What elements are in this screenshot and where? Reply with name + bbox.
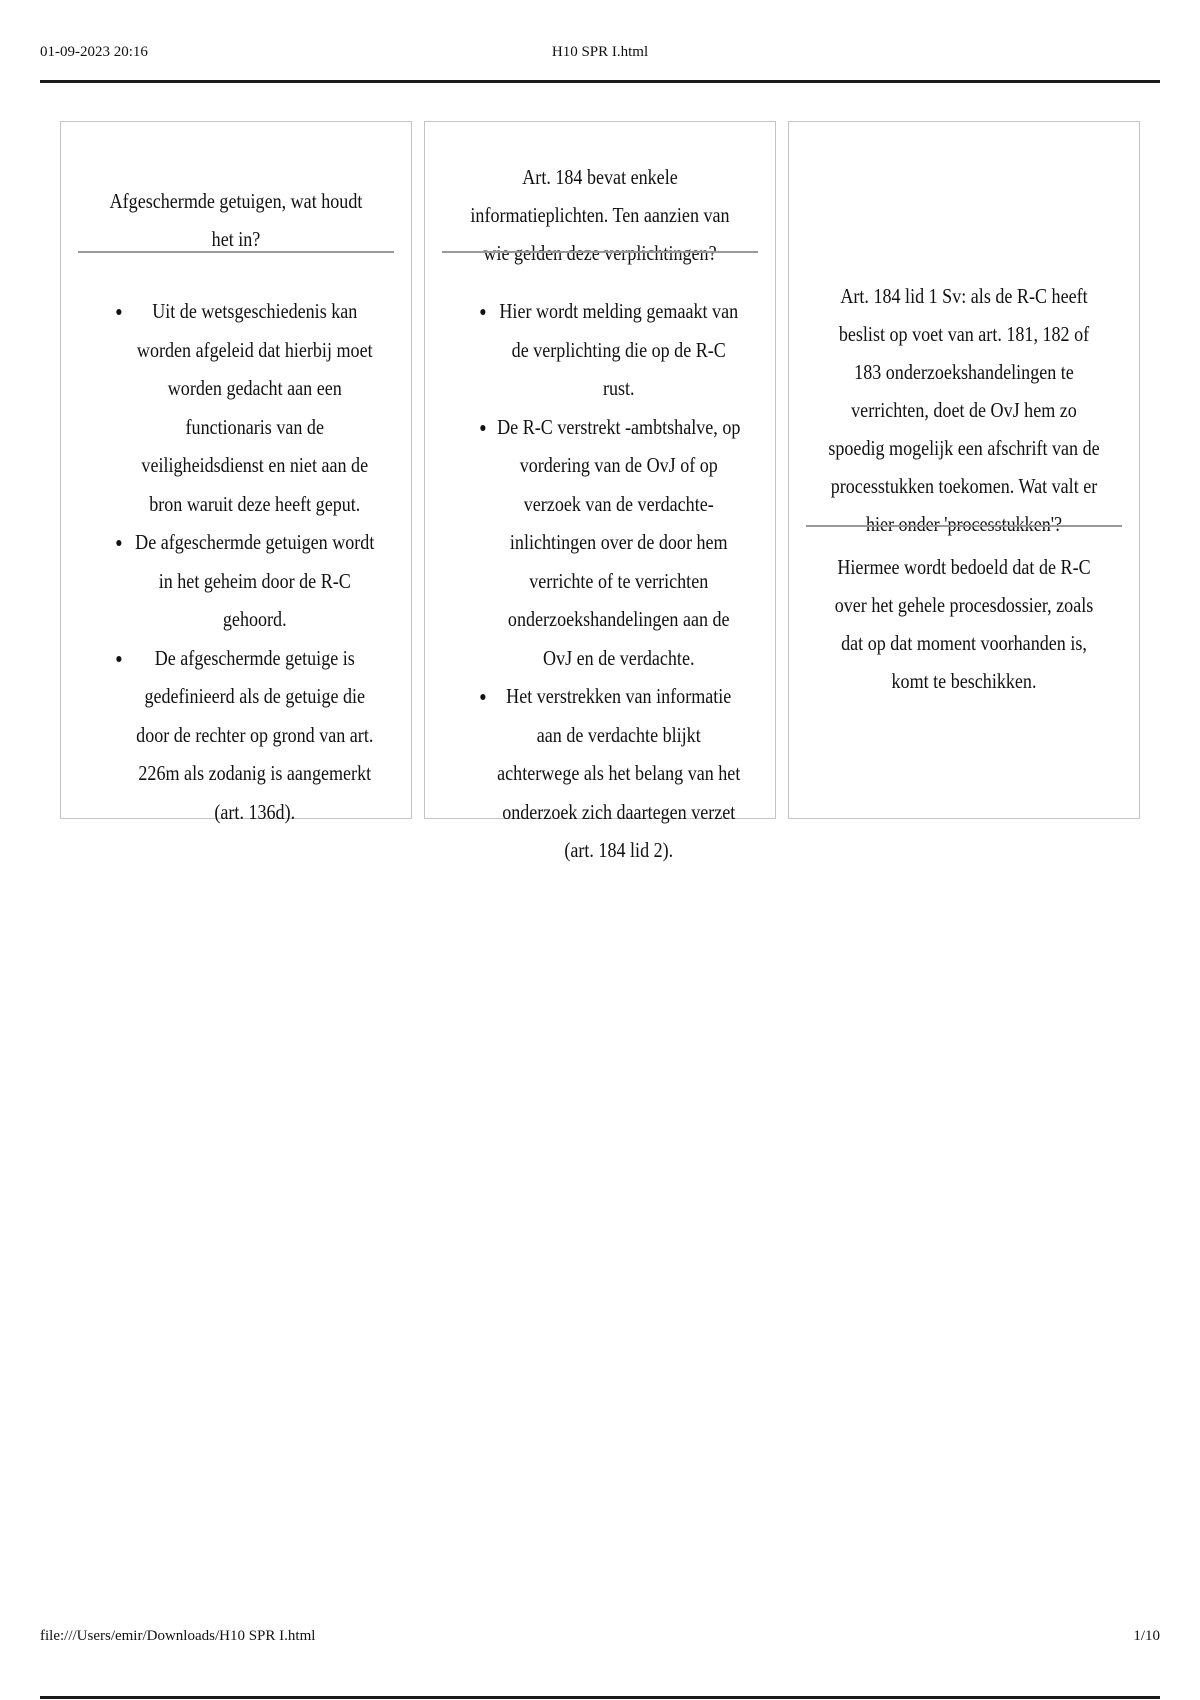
answer-list-item: • Hier wordt melding gemaakt van de verplichting die op de R-C rust. xyxy=(497,292,741,408)
answer-list-item: • De R-C verstrekt -ambtshalve, op vordering van de OvJ of op verzoek van de verdachte- inlichtingen over de door hem verrichte of te verrichten onderzoekshandelingen aan de OvJ en de verdachte. xyxy=(497,408,741,678)
card-answer xyxy=(105,292,377,831)
answer-list-item: • Het verstrekken van informatie aan de verdachte blijkt achterwege als het belang van het onderzoek zich daartegen verzet (art. 184 lid 2). xyxy=(497,677,741,870)
print-footer xyxy=(40,1628,1160,1700)
card-answer: Hiermee wordt bedoeld dat de R-C over het gehele procesdossier, zoals dat op dat moment voorhanden is, komt te beschikken. xyxy=(834,555,1094,693)
flashcard xyxy=(60,121,412,824)
card-divider xyxy=(78,251,394,253)
print-document-title: H10 SPR I.html xyxy=(551,44,649,60)
answer-list xyxy=(469,292,741,870)
card-answer xyxy=(469,292,741,870)
flashcard xyxy=(788,121,1140,819)
card-divider xyxy=(806,525,1122,527)
print-file-path: file:///Users/emir/Downloads/H10 SPR I.html xyxy=(40,1628,316,1644)
card-question: Afgeschermde getuigen, wat houdt het in? xyxy=(109,189,363,251)
flashcard-grid xyxy=(60,121,1144,862)
print-datetime: 01-09-2023 20:16 xyxy=(40,44,148,60)
card-question: Art. 184 lid 1 Sv: als de R-C heeft beslist op voet van art. 181, 182 of 183 onderzoekshandelingen te verrichten, doet de OvJ hem zo spoedig mogelijk een afschrift van de processtukken toekomen. Wat valt er hier onder 'processtukken'? xyxy=(828,284,1100,536)
footer-rule xyxy=(40,1696,1160,1699)
page-indicator: 1/10 xyxy=(1133,1628,1160,1644)
flashcard xyxy=(424,121,776,862)
answer-list-item: • De afgeschermde getuigen wordt in het geheim door de R-C gehoord. xyxy=(133,523,377,639)
card-question: Art. 184 bevat enkele informatieplichten. Ten aanzien van wie gelden deze verplichtingen? xyxy=(470,165,730,265)
answer-list xyxy=(105,292,377,831)
print-header xyxy=(40,44,1160,83)
answer-list-item: • De afgeschermde getuige is gedefinieerd als de getuige die door de rechter op grond van art. 226m als zodanig is aangemerkt (art. 136d). xyxy=(133,639,377,832)
card-divider xyxy=(442,251,758,253)
answer-list-item: • Uit de wetsgeschiedenis kan worden afgeleid dat hierbij moet worden gedacht aan een functionaris van de veiligheidsdienst en niet aan de bron waruit deze heeft geput. xyxy=(133,292,377,523)
